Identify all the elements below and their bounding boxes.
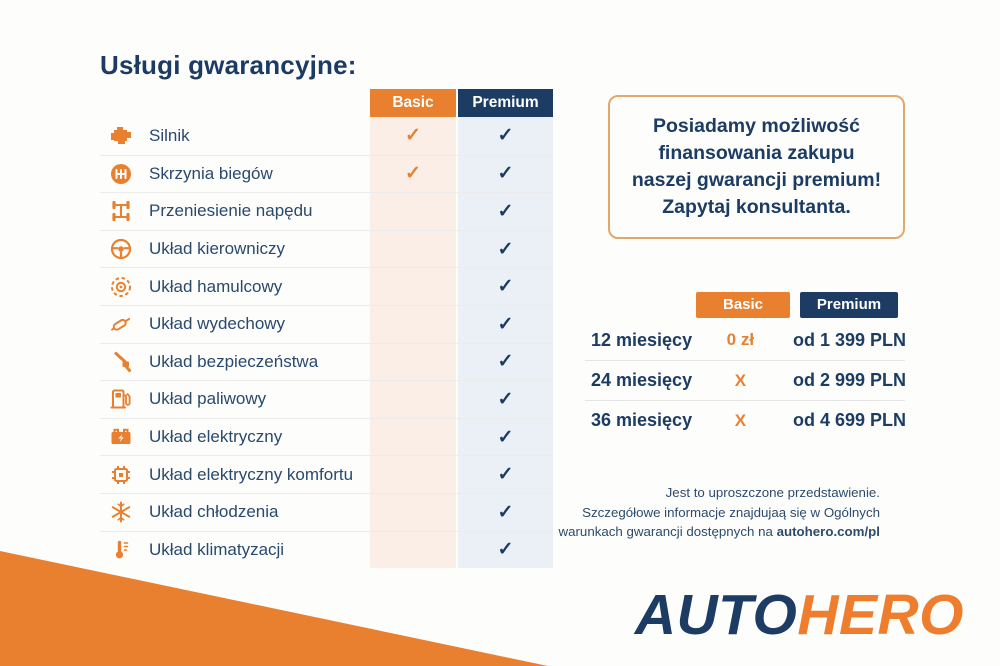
engine-icon (108, 124, 134, 148)
pricing-row (585, 400, 905, 440)
financing-promo-box (608, 95, 905, 239)
basic-check-cell (370, 494, 456, 531)
premium-check-cell: ✓ (458, 268, 553, 305)
table-row (100, 343, 553, 381)
row-label: Skrzynia biegów (149, 163, 273, 183)
pricing-premium-value: od 4 699 PLN (793, 410, 907, 430)
table-row (100, 493, 553, 531)
row-label: Układ kierowniczy (149, 239, 286, 259)
basic-check-cell: ✓ (370, 156, 456, 193)
premium-check-cell: ✓ (458, 231, 553, 268)
basic-check-cell (370, 231, 456, 268)
row-label: Układ paliwowy (149, 389, 267, 409)
exhaust-icon (108, 312, 134, 336)
row-label: Układ elektryczny komfortu (149, 464, 354, 484)
row-label: Układ wydechowy (149, 314, 286, 334)
basic-check-cell (370, 193, 456, 230)
chip-icon (108, 463, 134, 487)
premium-check-cell: ✓ (458, 344, 553, 381)
brake-icon (108, 275, 134, 299)
disclaimer-line: Szczegółowe informacje znajdujaą się w Ogólnych (582, 504, 880, 520)
pricing-basic-value: X (734, 370, 747, 390)
column-header-basic: Basic (370, 89, 456, 117)
pricing-basic-value: X (734, 410, 747, 430)
pricing-rows (585, 320, 905, 440)
table-row (100, 155, 553, 193)
basic-check-cell (370, 344, 456, 381)
pricing-period: 12 miesięcy (591, 329, 693, 350)
table-row (100, 230, 553, 268)
basic-check-cell (370, 456, 456, 493)
autohero-logo (635, 582, 964, 648)
promo-line: Zapytaj konsultanta. (662, 196, 851, 218)
warranty-table-header (370, 89, 553, 117)
row-label: Przeniesienie napędu (149, 201, 313, 221)
snowflake-icon (108, 500, 134, 524)
logo-hero-part: HERO (797, 583, 964, 647)
table-row (100, 305, 553, 343)
warranty-table (100, 89, 553, 568)
pricing-header-premium: Premium (800, 292, 898, 318)
disclaimer-line: warunkach gwarancji dostępnych na autohero.com/pl (558, 524, 880, 539)
row-label: Układ elektryczny (149, 427, 283, 447)
pricing-premium-value: od 2 999 PLN (793, 370, 907, 390)
pricing-period: 36 miesięcy (591, 410, 693, 430)
battery-icon (108, 425, 134, 449)
seatbelt-icon (108, 350, 134, 374)
steering-wheel-icon (108, 237, 134, 261)
row-label: Układ bezpieczeństwa (149, 351, 319, 371)
table-row (100, 380, 553, 418)
pricing-basic-value: 0 zł (726, 330, 755, 349)
table-row (100, 117, 553, 155)
disclaimer-line: Jest to uproszczone przedstawienie. (665, 485, 880, 500)
website-url: autohero.com/pl (776, 524, 880, 539)
pricing-row (585, 360, 905, 400)
pricing-header-basic: Basic (696, 292, 790, 318)
column-header-premium: Premium (458, 89, 553, 117)
warranty-table-body (100, 117, 553, 568)
disclaimer-text (559, 483, 881, 542)
pricing-premium-value: od 1 399 PLN (793, 329, 907, 350)
basic-check-cell: ✓ (370, 117, 456, 155)
premium-check-cell: ✓ (458, 156, 553, 193)
basic-check-cell (370, 381, 456, 418)
table-row (100, 455, 553, 493)
promo-line: Posiadamy możliwość (653, 115, 860, 137)
promo-line: finansowania zakupu (658, 142, 855, 164)
basic-check-cell (370, 532, 456, 569)
premium-check-cell: ✓ (458, 532, 553, 569)
premium-check-cell: ✓ (458, 456, 553, 493)
basic-check-cell (370, 268, 456, 305)
pricing-row (585, 320, 905, 360)
premium-check-cell: ✓ (458, 419, 553, 456)
table-row (100, 418, 553, 456)
table-row (100, 192, 553, 230)
logo-auto-part: AUTO (634, 583, 798, 647)
pricing-table (585, 292, 905, 440)
row-label: Układ hamulcowy (149, 276, 283, 296)
basic-check-cell (370, 419, 456, 456)
table-row (100, 267, 553, 305)
row-label: Silnik (149, 125, 190, 145)
promo-line: naszej gwarancji premium! (631, 169, 882, 191)
premium-check-cell: ✓ (458, 117, 553, 155)
drivetrain-icon (108, 199, 134, 223)
table-row (100, 531, 553, 569)
page-title: Usługi gwarancyjne: (100, 50, 357, 80)
basic-check-cell (370, 306, 456, 343)
pricing-period: 24 miesięcy (591, 370, 693, 390)
gearbox-icon (108, 162, 134, 186)
thermometer-icon (108, 538, 134, 562)
premium-check-cell: ✓ (458, 381, 553, 418)
premium-check-cell: ✓ (458, 193, 553, 230)
fuel-pump-icon (108, 387, 134, 411)
premium-check-cell: ✓ (458, 306, 553, 343)
premium-check-cell: ✓ (458, 494, 553, 531)
row-label: Układ klimatyzacji (149, 539, 285, 559)
row-label: Układ chłodzenia (149, 502, 279, 522)
